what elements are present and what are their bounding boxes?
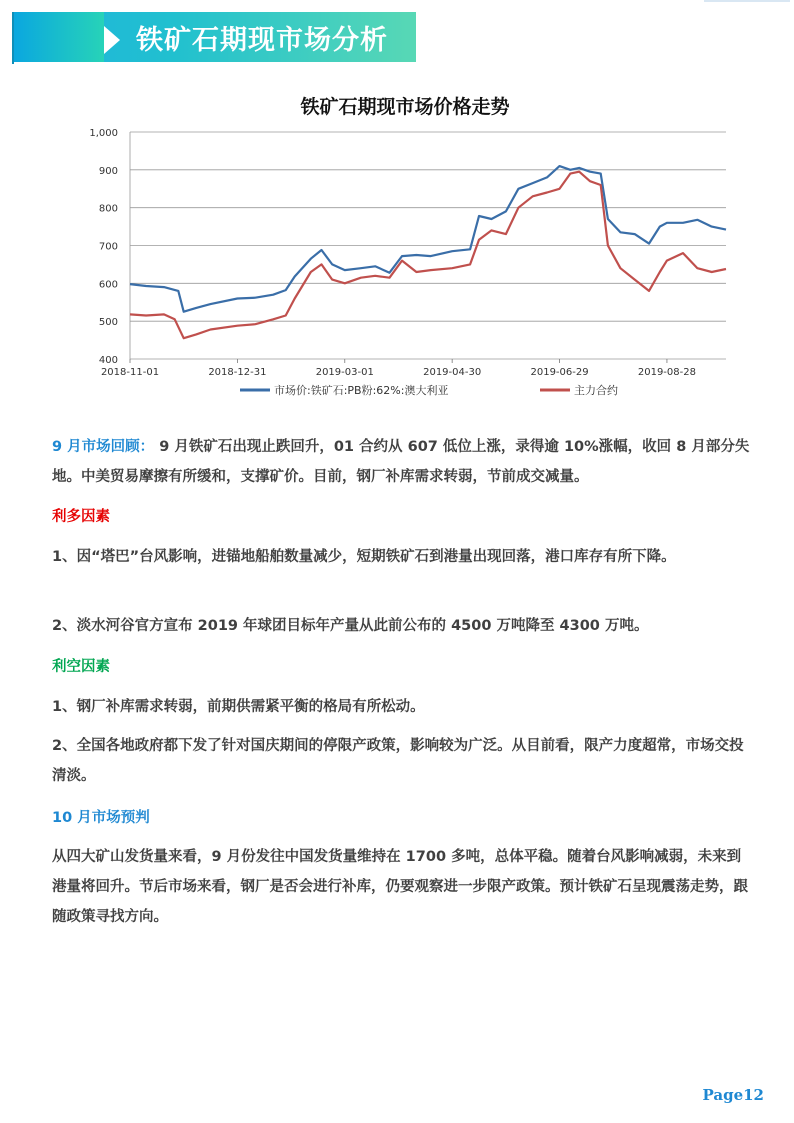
review-paragraph — [52, 432, 752, 492]
bullish-item-2: 2、淡水河谷官方宣布 2019 年球团目标年产量从此前公布的 4500 万吨降至 4300 万吨。 — [52, 618, 649, 634]
bullish-heading: 利多因素 — [52, 509, 110, 525]
legend-label: 主力合约 — [574, 384, 618, 397]
x-tick-label: 2019-06-29 — [530, 367, 589, 378]
series-line-1 — [130, 166, 726, 312]
section-title: 铁矿石期现市场分析 — [136, 25, 388, 56]
legend-label: 市场价:铁矿石:PB粉:62%:澳大利亚 — [274, 384, 449, 397]
chart-canvas — [70, 88, 740, 406]
y-tick-label: 700 — [98, 241, 118, 253]
bearish-item-1: 1、钢厂补库需求转弱，前期供需紧平衡的格局有所松动。 — [52, 699, 425, 715]
top-edge-mark — [704, 0, 790, 2]
section-header — [12, 10, 416, 64]
chart-title: 铁矿石期现市场价格走势 — [300, 96, 510, 118]
page-number: Page12 — [702, 1086, 764, 1104]
y-tick-label: 900 — [98, 165, 118, 177]
header-accent-block — [12, 12, 104, 62]
x-tick-label: 2019-04-30 — [423, 367, 482, 378]
y-tick-label: 400 — [98, 355, 118, 366]
review-label: 9 月市场回顾： — [52, 439, 155, 455]
forecast-paragraph: 从四大矿山发货量来看，9 月份发往中国发货量维持在 1700 多吨，总体平稳。随着台风影响减弱，未来到港量将回升。节后市场来看，钢厂是否会进行补库，仍要观察进一步限产政策。预计铁矿石呈现震荡走势，跟随政策寻找方向。 — [52, 849, 748, 925]
x-tick-label: 2018-12-31 — [208, 367, 267, 378]
arrow-icon — [104, 26, 120, 54]
header-edge-line — [12, 12, 14, 64]
bearish-heading: 利空因素 — [52, 659, 110, 675]
bearish-item-2: 2、全国各地政府都下发了针对国庆期间的停限产政策，影响较为广泛。从目前看，限产力度超常，市场交投清淡。 — [52, 738, 744, 784]
y-tick-label: 1,000 — [89, 128, 118, 139]
review-text: 9 月铁矿石出现止跌回升，01 合约从 607 低位上涨，录得逾 10%涨幅，收回 8 月部分失地。中美贸易摩擦有所缓和，支撑矿价。目前，钢厂补库需求转弱，节前成交减量。 — [52, 439, 750, 485]
x-tick-label: 2019-03-01 — [315, 367, 374, 378]
x-tick-label: 2019-08-28 — [637, 367, 696, 378]
y-tick-label: 800 — [98, 203, 118, 215]
x-tick-label: 2018-11-01 — [100, 367, 160, 378]
y-tick-label: 500 — [98, 317, 118, 329]
bullish-item-1: 1、因“塔巴”台风影响，进锚地船舶数量减少，短期铁矿石到港量出现回落，港口库存有所下降。 — [52, 549, 676, 565]
price-chart — [70, 88, 740, 406]
y-tick-label: 600 — [98, 279, 118, 291]
forecast-heading: 10 月市场预判 — [52, 810, 150, 826]
